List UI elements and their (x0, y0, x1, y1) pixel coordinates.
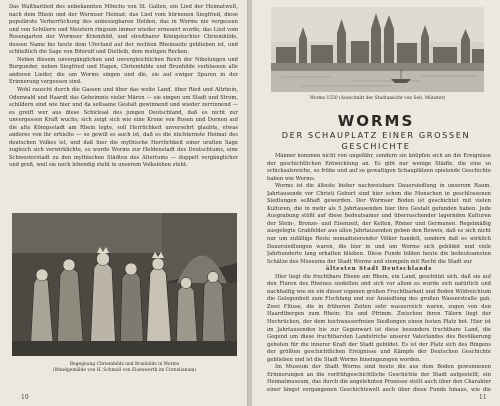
engraving-caption: Worms 1550 (Ausschnitt der Stadtansicht von Seb. Münster) (309, 96, 446, 101)
right-paragraph-2: Worms ist die älteste bisher nachweisbare Dauersiedlung in unserem Raum. Jahrtausende vor Christi Geburt sind hier schon die Menschen in geschlossenen Siedlungen seßhaft geworden. Der Wormser Boden ist geschichtet mit vielen Kulturen, die in mehr als 5 Jahrtausenden hier ihre Gestalt gefunden haben. Jede Ausgrabung stößt auf diese bedeutsamer und überraschender lagernden Kulturen der Stein-, Bronze- und Eisenzeit, der Kelten, Römer und Germanen. Regelmäßig ausgelegte Grabfelder aus allen Jahrtausenden geben den Beweis, daß es sich nicht nur um zufällige Reste nomadisierender Völker handelt, sondern daß es wirklich Dauersiedlungen waren, die hier in und um Worms sich gebildet und viele Jahrhunderte lang erhalten blieben. Diese Funde bilden heute die bedeutsamsten Schätze des Museums der Stadt Worms und stempeln mit Recht die Stadt zur (267, 183, 491, 265)
right-page-number: 11 (479, 394, 487, 401)
right-paragraph-3: Hier liegt die fruchtbare Ebene am Rhein, ein Land, geschützt sich, daß sie auf den Fluren des Rheines siedelten und sich vor allem es wurde sich natürlich und nachhaltig wie sie ein dieser eigenen großen Fruchtbarkeit und Boden Wildreichtum die Gelegenheit zum Fischfang und zur Ansiedlung des großen Wasserstraße gab. Zwei Flüsse, die in früheren Zeiten sehr wasserreich waren, zogen von den Haardtbergen zum Rhein: Eis und Pfrimm. Zwischen ihren Tälern liegt der Hochrücken, der dem hochwasserfreien Siedlungen einen festen Platz bot. Hier ist im Jahrtausenden bis zur Gegenwart ist diese besonders fruchtbare Land, die Gegend um diese fruchtbarsten Landstriche unserer Vaterlandes des Bevölkerung geboten für die innerer Kraft der Stadt gebildet. Es ist der Platz sich des Ringens der größten geschichtlichen Ereignisse und Kämpfe der Deutschen Geschichte geblieben und ist die Stadt Worms hineingezogen worden. (267, 273, 491, 363)
left-page (0, 0, 248, 406)
chapter-title: WORMS (337, 112, 415, 130)
left-paragraph-3: Wohl rauscht durch die Gassen und über das weite Land, über Ried und Altrhein, Odenwald und Haardt das Geheimnis vieler Mären — sie singen um Stadt und Strom, schildern sind wie hier und da seltsame Gestalt gewinnend und wieder zerrinnend — es greift wer aus diese Schicksal des jungen Deutschland, daß es nicht zur unvergessen Kraft wuchs; sich zeigt sich wie eine Krone von Rosen und Dornen auf die alte Königsstadt am Rhein legte, soll Herrlichkeit unversehrt glaubte, etwas anderes von ihr erhielte — so gewiß es auch ist, daß es die nüchternste Heimat des deutschen Volkes ist, und daß hier die mythische Herrlichkeit einer uralten Sage zugleich sich verwirklichte, so wurde Worms zur Heldenstadt des Deutschtums, eine Schwesterstadt zu den mythischen Städten des Altertums — doppelt vergänglicher und groß, weil sie noch lebendig steht in unserem Volksleben steht. (9, 87, 238, 169)
left-paragraph-1: Das Waltharilied des unbekannten Mönchs von St. Gallen, ein Lied der Heimatwelt, nach dem Rhein und der Wormser Heimat; das Lied vom hürnenen Siegfried, diese populärste Verherrlichung des unbesiegbaren Helden, das in Worms nie vergessen und von Schülern und Meistern ringsum immer wieder erneuert wurde; das Lied vom Rosengarten der Wormser Kriemhild, und streitbarer Königstochter Chriemhilde, dessen Name bis heute dem Uferland auf der rechten Rheinseite geblieben ist, und schließlich die Sage von Biterolf und Dietleib, dem mutigen Recken. (9, 4, 238, 56)
chapter-subtitle-line-1: DER SCHAUPLATZ EINER GROSSEN (281, 130, 471, 140)
right-paragraph-1: Männer kommen nicht von ungefähr, sondern sie knüpfen sich an die Ereignisse der geschichtlichen Entwicklung an. Es gibt nur wenige Städte, die eine so schicksalsreiche, so frühe und auf so gewaltigen Schauplätzen spielende Geschichte haben wie Worms. (267, 153, 491, 182)
city-view-engraving (271, 7, 484, 92)
left-page-number: 10 (21, 394, 29, 401)
right-page-text (267, 153, 491, 393)
mural-painting-art (12, 213, 237, 356)
left-paragraph-2: Neben diesem unvergänglichen und unvergleichlichen Reich der Nibelungen und Burgunder, neben Siegfried und Hagen, Chriemhilde und Brunhilde verblassen alle anderen Lieder, die um Worms singen und die, sie auf ewiger Spuren in der Erinnerung vergessen sind. (9, 56, 238, 86)
left-page-text (9, 4, 238, 204)
city-view-art (271, 7, 484, 92)
chapter-subtitle-line-2: GESCHICHTE (341, 141, 411, 151)
right-page (252, 0, 500, 406)
right-paragraph-4: Im Museum der Stadt Worms sind heute die aus dem Boden gewonnenen Erinnerungen an die vorfrühgeschichtliche Geschichte der Stadt aufgestellt; ein Heimatmuseum, das durch die angelehnten Prozesse stellt auch über den Charakter einer längst vergangenen Geschichtswelt auch über diese Funde hinaus, wie die (267, 364, 491, 393)
painting-caption (10, 362, 239, 374)
emphasized-phrase: ältesten Stadt Deutschlands (325, 266, 433, 273)
painting-caption-credit: (Wandgemälde von H. Schmoll von Eisenwerth im Cornelianum) (52, 368, 197, 373)
painting-caption-title: Begegnung Chriemhilds und Brunhilds in Worms (69, 362, 180, 367)
mural-painting (12, 213, 237, 356)
